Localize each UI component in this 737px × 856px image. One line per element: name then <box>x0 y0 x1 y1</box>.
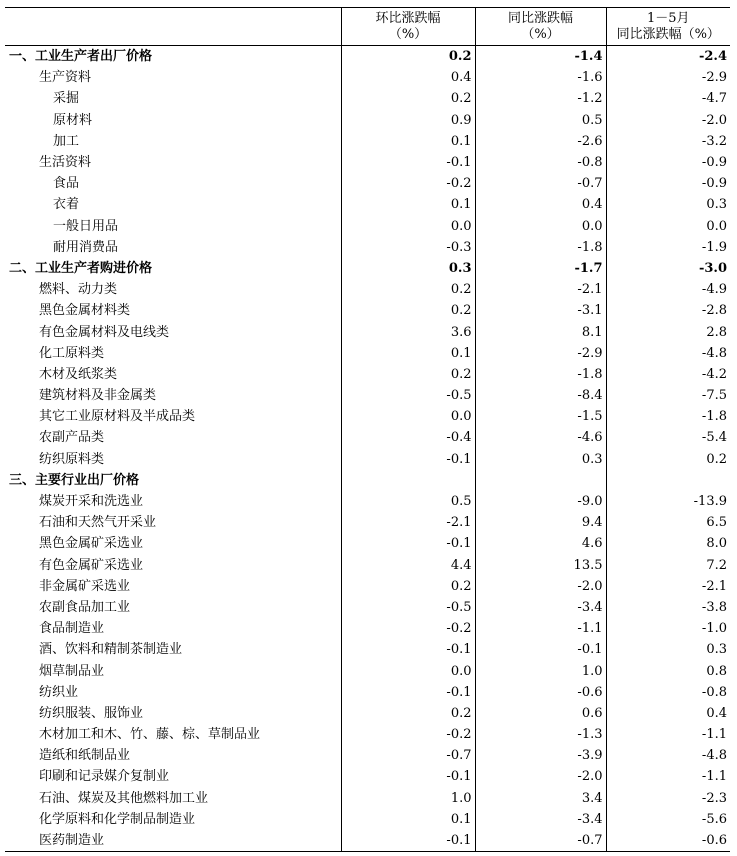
yoy-value: -3.4 <box>475 809 606 830</box>
ytd-value: -2.9 <box>606 67 730 88</box>
yoy-value: 0.3 <box>475 449 606 470</box>
yoy-value: 0.0 <box>475 216 606 237</box>
table-row <box>5 46 730 68</box>
mom-value: 0.2 <box>341 364 475 385</box>
table-row <box>5 321 730 342</box>
mom-value: 0.0 <box>341 660 475 681</box>
table-row <box>5 512 730 533</box>
mom-value: -0.1 <box>341 533 475 554</box>
row-label: 黑色金属材料类 <box>39 303 131 319</box>
table-row <box>5 660 730 681</box>
ytd-value: -13.9 <box>606 491 730 512</box>
row-label: 黑色金属矿采选业 <box>39 536 144 552</box>
table-row <box>5 67 730 88</box>
yoy-value: 4.6 <box>475 533 606 554</box>
row-label: 印刷和记录媒介复制业 <box>39 769 170 785</box>
mom-value: 0.2 <box>341 300 475 321</box>
row-label: 农副产品类 <box>39 430 105 446</box>
ytd-value: -3.0 <box>606 258 730 279</box>
yoy-value: -3.9 <box>475 745 606 766</box>
yoy-value: -0.8 <box>475 152 606 173</box>
row-label: 酒、饮料和精制茶制造业 <box>39 642 183 658</box>
row-label: 烟草制品业 <box>39 663 105 679</box>
ytd-value: -4.8 <box>606 343 730 364</box>
mom-value <box>341 470 475 491</box>
mom-value: -0.2 <box>341 618 475 639</box>
yoy-value: -1.6 <box>475 67 606 88</box>
row-label: 食品 <box>53 176 80 192</box>
mom-value: -0.2 <box>341 724 475 745</box>
table-row <box>5 682 730 703</box>
yoy-value: 3.4 <box>475 788 606 809</box>
yoy-value: 0.4 <box>475 194 606 215</box>
header-yoy: 同比涨跌幅 （%） <box>475 8 606 46</box>
yoy-value: -1.4 <box>475 46 606 68</box>
row-label: 化工原料类 <box>39 345 105 361</box>
row-label: 一般日用品 <box>53 218 119 234</box>
row-label: 石油和天然气开采业 <box>39 515 157 531</box>
ytd-value: -3.8 <box>606 597 730 618</box>
mom-value: 0.2 <box>341 88 475 109</box>
row-label: 煤炭开采和洗选业 <box>39 494 144 510</box>
yoy-value: -1.8 <box>475 364 606 385</box>
ytd-value: 0.8 <box>606 660 730 681</box>
yoy-value: -0.7 <box>475 830 606 852</box>
ytd-value: -4.8 <box>606 745 730 766</box>
yoy-value: 1.0 <box>475 660 606 681</box>
table-row <box>5 830 730 852</box>
yoy-value: -2.6 <box>475 131 606 152</box>
table-row <box>5 194 730 215</box>
table-body <box>5 46 730 852</box>
yoy-value: -2.9 <box>475 343 606 364</box>
table-row <box>5 597 730 618</box>
table-row <box>5 470 730 491</box>
ytd-value: 0.2 <box>606 449 730 470</box>
yoy-value: -4.6 <box>475 427 606 448</box>
row-label: 有色金属矿采选业 <box>39 557 144 573</box>
table-row <box>5 131 730 152</box>
mom-value: -0.5 <box>341 597 475 618</box>
yoy-value: -0.6 <box>475 682 606 703</box>
header-mom: 环比涨跌幅 （%） <box>341 8 475 46</box>
table-row <box>5 576 730 597</box>
yoy-value <box>475 470 606 491</box>
table-row <box>5 427 730 448</box>
ytd-value: -2.8 <box>606 300 730 321</box>
mom-value: 3.6 <box>341 321 475 342</box>
mom-value: 0.4 <box>341 67 475 88</box>
table-row <box>5 364 730 385</box>
ytd-value: 8.0 <box>606 533 730 554</box>
row-label: 纺织服装、服饰业 <box>39 705 144 721</box>
ytd-value: -0.6 <box>606 830 730 852</box>
mom-value: -0.1 <box>341 639 475 660</box>
mom-value: 0.1 <box>341 194 475 215</box>
yoy-value: 0.6 <box>475 703 606 724</box>
table-row <box>5 279 730 300</box>
row-label: 石油、煤炭及其他燃料加工业 <box>39 790 209 806</box>
row-label: 农副食品加工业 <box>39 599 131 615</box>
ytd-value: 0.3 <box>606 194 730 215</box>
table-row <box>5 745 730 766</box>
ytd-value: -0.9 <box>606 152 730 173</box>
yoy-value: -0.1 <box>475 639 606 660</box>
table-row <box>5 639 730 660</box>
mom-value: -0.7 <box>341 745 475 766</box>
row-label: 有色金属材料及电线类 <box>39 324 170 340</box>
yoy-value: -3.1 <box>475 300 606 321</box>
table-row <box>5 788 730 809</box>
mom-value: -0.4 <box>341 427 475 448</box>
table-row <box>5 724 730 745</box>
yoy-value: -2.1 <box>475 279 606 300</box>
ytd-value: -2.0 <box>606 110 730 131</box>
ytd-value: -4.7 <box>606 88 730 109</box>
yoy-value: 13.5 <box>475 555 606 576</box>
yoy-value: -1.7 <box>475 258 606 279</box>
row-label: 其它工业原材料及半成品类 <box>39 409 196 425</box>
table-row <box>5 173 730 194</box>
mom-value: 0.2 <box>341 46 475 68</box>
mom-value: 0.1 <box>341 809 475 830</box>
mom-value: 0.2 <box>341 576 475 597</box>
mom-value: 0.3 <box>341 258 475 279</box>
yoy-value: -1.5 <box>475 406 606 427</box>
yoy-value: -9.0 <box>475 491 606 512</box>
table-row <box>5 300 730 321</box>
yoy-value: 8.1 <box>475 321 606 342</box>
ytd-value: -2.4 <box>606 46 730 68</box>
ytd-value: 0.4 <box>606 703 730 724</box>
ytd-value: 0.3 <box>606 639 730 660</box>
yoy-value: -8.4 <box>475 385 606 406</box>
row-label: 建筑材料及非金属类 <box>39 388 157 404</box>
row-label: 耐用消费品 <box>53 239 119 255</box>
mom-value: 0.0 <box>341 216 475 237</box>
row-label: 纺织原料类 <box>39 451 105 467</box>
row-label: 造纸和纸制品业 <box>39 748 131 764</box>
table-row <box>5 618 730 639</box>
row-label: 非金属矿采选业 <box>39 578 131 594</box>
table-row <box>5 343 730 364</box>
row-label: 生产资料 <box>39 70 92 86</box>
mom-value: 0.2 <box>341 703 475 724</box>
mom-value: -0.1 <box>341 449 475 470</box>
row-label: 食品制造业 <box>39 621 105 637</box>
header-blank-cell <box>5 8 341 46</box>
row-label: 生活资料 <box>39 155 92 171</box>
row-label: 木材加工和木、竹、藤、棕、草制品业 <box>39 727 261 743</box>
table-row <box>5 258 730 279</box>
ytd-value: -1.1 <box>606 766 730 787</box>
yoy-value: 0.5 <box>475 110 606 131</box>
ytd-value: 7.2 <box>606 555 730 576</box>
ytd-value: -2.3 <box>606 788 730 809</box>
mom-value: 0.1 <box>341 131 475 152</box>
yoy-value: -1.2 <box>475 88 606 109</box>
mom-value: -0.2 <box>341 173 475 194</box>
table-row <box>5 152 730 173</box>
ytd-value: 2.8 <box>606 321 730 342</box>
ytd-value: 0.0 <box>606 216 730 237</box>
ytd-value: -0.8 <box>606 682 730 703</box>
table-row <box>5 237 730 258</box>
ytd-value <box>606 470 730 491</box>
table-row <box>5 88 730 109</box>
yoy-value: -3.4 <box>475 597 606 618</box>
ytd-value: -1.1 <box>606 724 730 745</box>
ytd-value: -4.9 <box>606 279 730 300</box>
row-label: 医药制造业 <box>5 830 341 852</box>
mom-value: -0.1 <box>341 682 475 703</box>
row-label: 纺织业 <box>39 684 79 700</box>
header-ytd: 1－5月 同比涨跌幅（%） <box>606 8 730 46</box>
row-label: 原材料 <box>53 112 93 128</box>
row-label: 三、主要行业出厂价格 <box>9 472 140 488</box>
row-label: 木材及纸浆类 <box>39 366 118 382</box>
row-label: 一、工业生产者出厂价格 <box>5 46 341 68</box>
table-row <box>5 555 730 576</box>
table-row <box>5 385 730 406</box>
table-row <box>5 533 730 554</box>
row-label: 加工 <box>53 133 80 149</box>
mom-value: 1.0 <box>341 788 475 809</box>
yoy-value: -1.1 <box>475 618 606 639</box>
row-label: 化学原料和化学制品制造业 <box>39 811 196 827</box>
ytd-value: -0.9 <box>606 173 730 194</box>
table-row <box>5 809 730 830</box>
mom-value: -0.1 <box>341 766 475 787</box>
ytd-value: -1.0 <box>606 618 730 639</box>
table-row <box>5 216 730 237</box>
ytd-value: -1.9 <box>606 237 730 258</box>
mom-value: 0.5 <box>341 491 475 512</box>
price-index-table <box>5 7 730 852</box>
mom-value: 0.1 <box>341 343 475 364</box>
ytd-value: -5.6 <box>606 809 730 830</box>
row-label: 衣着 <box>53 197 80 213</box>
mom-value: -0.1 <box>341 152 475 173</box>
ytd-value: 6.5 <box>606 512 730 533</box>
mom-value: 0.0 <box>341 406 475 427</box>
yoy-value: -2.0 <box>475 766 606 787</box>
table-row <box>5 703 730 724</box>
table-header <box>5 8 730 46</box>
table-row <box>5 491 730 512</box>
mom-value: -0.3 <box>341 237 475 258</box>
row-label: 燃料、动力类 <box>39 282 118 298</box>
yoy-value: -1.3 <box>475 724 606 745</box>
ytd-value: -4.2 <box>606 364 730 385</box>
yoy-value: -0.7 <box>475 173 606 194</box>
ytd-value: -2.1 <box>606 576 730 597</box>
ytd-value: -3.2 <box>606 131 730 152</box>
yoy-value: -2.0 <box>475 576 606 597</box>
ytd-value: -5.4 <box>606 427 730 448</box>
mom-value: -0.5 <box>341 385 475 406</box>
row-label: 二、工业生产者购进价格 <box>9 260 153 276</box>
mom-value: 4.4 <box>341 555 475 576</box>
ytd-value: -7.5 <box>606 385 730 406</box>
yoy-value: -1.8 <box>475 237 606 258</box>
ytd-value: -1.8 <box>606 406 730 427</box>
mom-value: 0.9 <box>341 110 475 131</box>
mom-value: -0.1 <box>341 830 475 852</box>
table-row <box>5 449 730 470</box>
mom-value: -2.1 <box>341 512 475 533</box>
row-label: 采掘 <box>53 91 80 107</box>
mom-value: 0.2 <box>341 279 475 300</box>
table-row <box>5 766 730 787</box>
table-row <box>5 406 730 427</box>
yoy-value: 9.4 <box>475 512 606 533</box>
table-row <box>5 110 730 131</box>
